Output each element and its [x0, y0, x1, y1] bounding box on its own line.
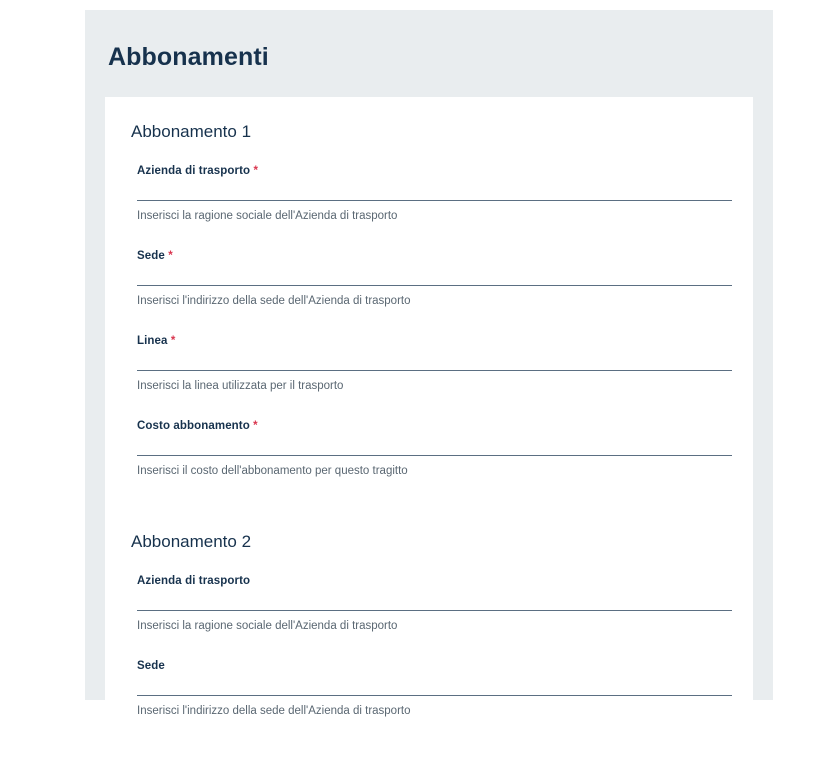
section-heading: Abbonamento 1: [131, 122, 252, 141]
field-label-text: Sede: [137, 250, 165, 263]
field-help-text: Inserisci il costo dell'abbonamento per questo tragitto: [137, 464, 408, 477]
required-marker: *: [168, 250, 173, 263]
field-sede-2: [131, 660, 727, 719]
field-label-text: Linea: [137, 334, 168, 347]
field-help-text: Inserisci l'indirizzo della sede dell'Azienda di trasporto: [137, 704, 411, 717]
sede-input-1[interactable]: [137, 268, 732, 286]
azienda-di-trasporto-input-2[interactable]: [137, 593, 732, 611]
field-linea-1: [131, 335, 727, 394]
field-label-text: Costo abbonamento: [137, 419, 250, 432]
field-label-text: Azienda di trasporto: [137, 165, 251, 178]
field-help-text: Inserisci la ragione sociale dell'Azienda di trasporto: [137, 619, 398, 632]
linea-input-1[interactable]: [137, 353, 732, 371]
field-label-text: Azienda di trasporto: [137, 574, 251, 587]
field-sede-1: [131, 250, 727, 309]
required-marker: *: [253, 165, 259, 178]
field-help-text: Inserisci l'indirizzo della sede dell'Azienda di trasporto: [137, 295, 411, 308]
field-help-text: Inserisci la linea utilizzata per il trasporto: [137, 379, 344, 392]
field-label: [137, 165, 727, 177]
section-abbonamento-2: [131, 531, 727, 719]
field-label: [137, 335, 727, 347]
field-label: [137, 575, 727, 587]
field-azienda-di-trasporto-1: [131, 165, 727, 224]
field-azienda-di-trasporto-2: [131, 575, 727, 634]
required-marker: *: [170, 334, 176, 347]
field-costo-abbonamento-1: [131, 420, 727, 479]
form-page-panel: [85, 10, 773, 717]
azienda-di-trasporto-input-1[interactable]: [137, 183, 732, 201]
field-label: [137, 250, 727, 262]
page-title: Abbonamenti: [108, 43, 269, 71]
field-label-text: Sede: [137, 659, 165, 672]
section-heading: Abbonamento 2: [131, 531, 252, 551]
sede-input-2[interactable]: [137, 678, 732, 696]
field-help-text: Inserisci la ragione sociale dell'Azienda di trasporto: [137, 210, 398, 223]
costo-abbonamento-input-1[interactable]: [137, 438, 732, 456]
field-label: [137, 420, 727, 432]
subscriptions-card: [105, 97, 753, 765]
required-marker: *: [253, 419, 258, 432]
field-label: [137, 660, 727, 672]
section-abbonamento-1: [131, 121, 727, 479]
